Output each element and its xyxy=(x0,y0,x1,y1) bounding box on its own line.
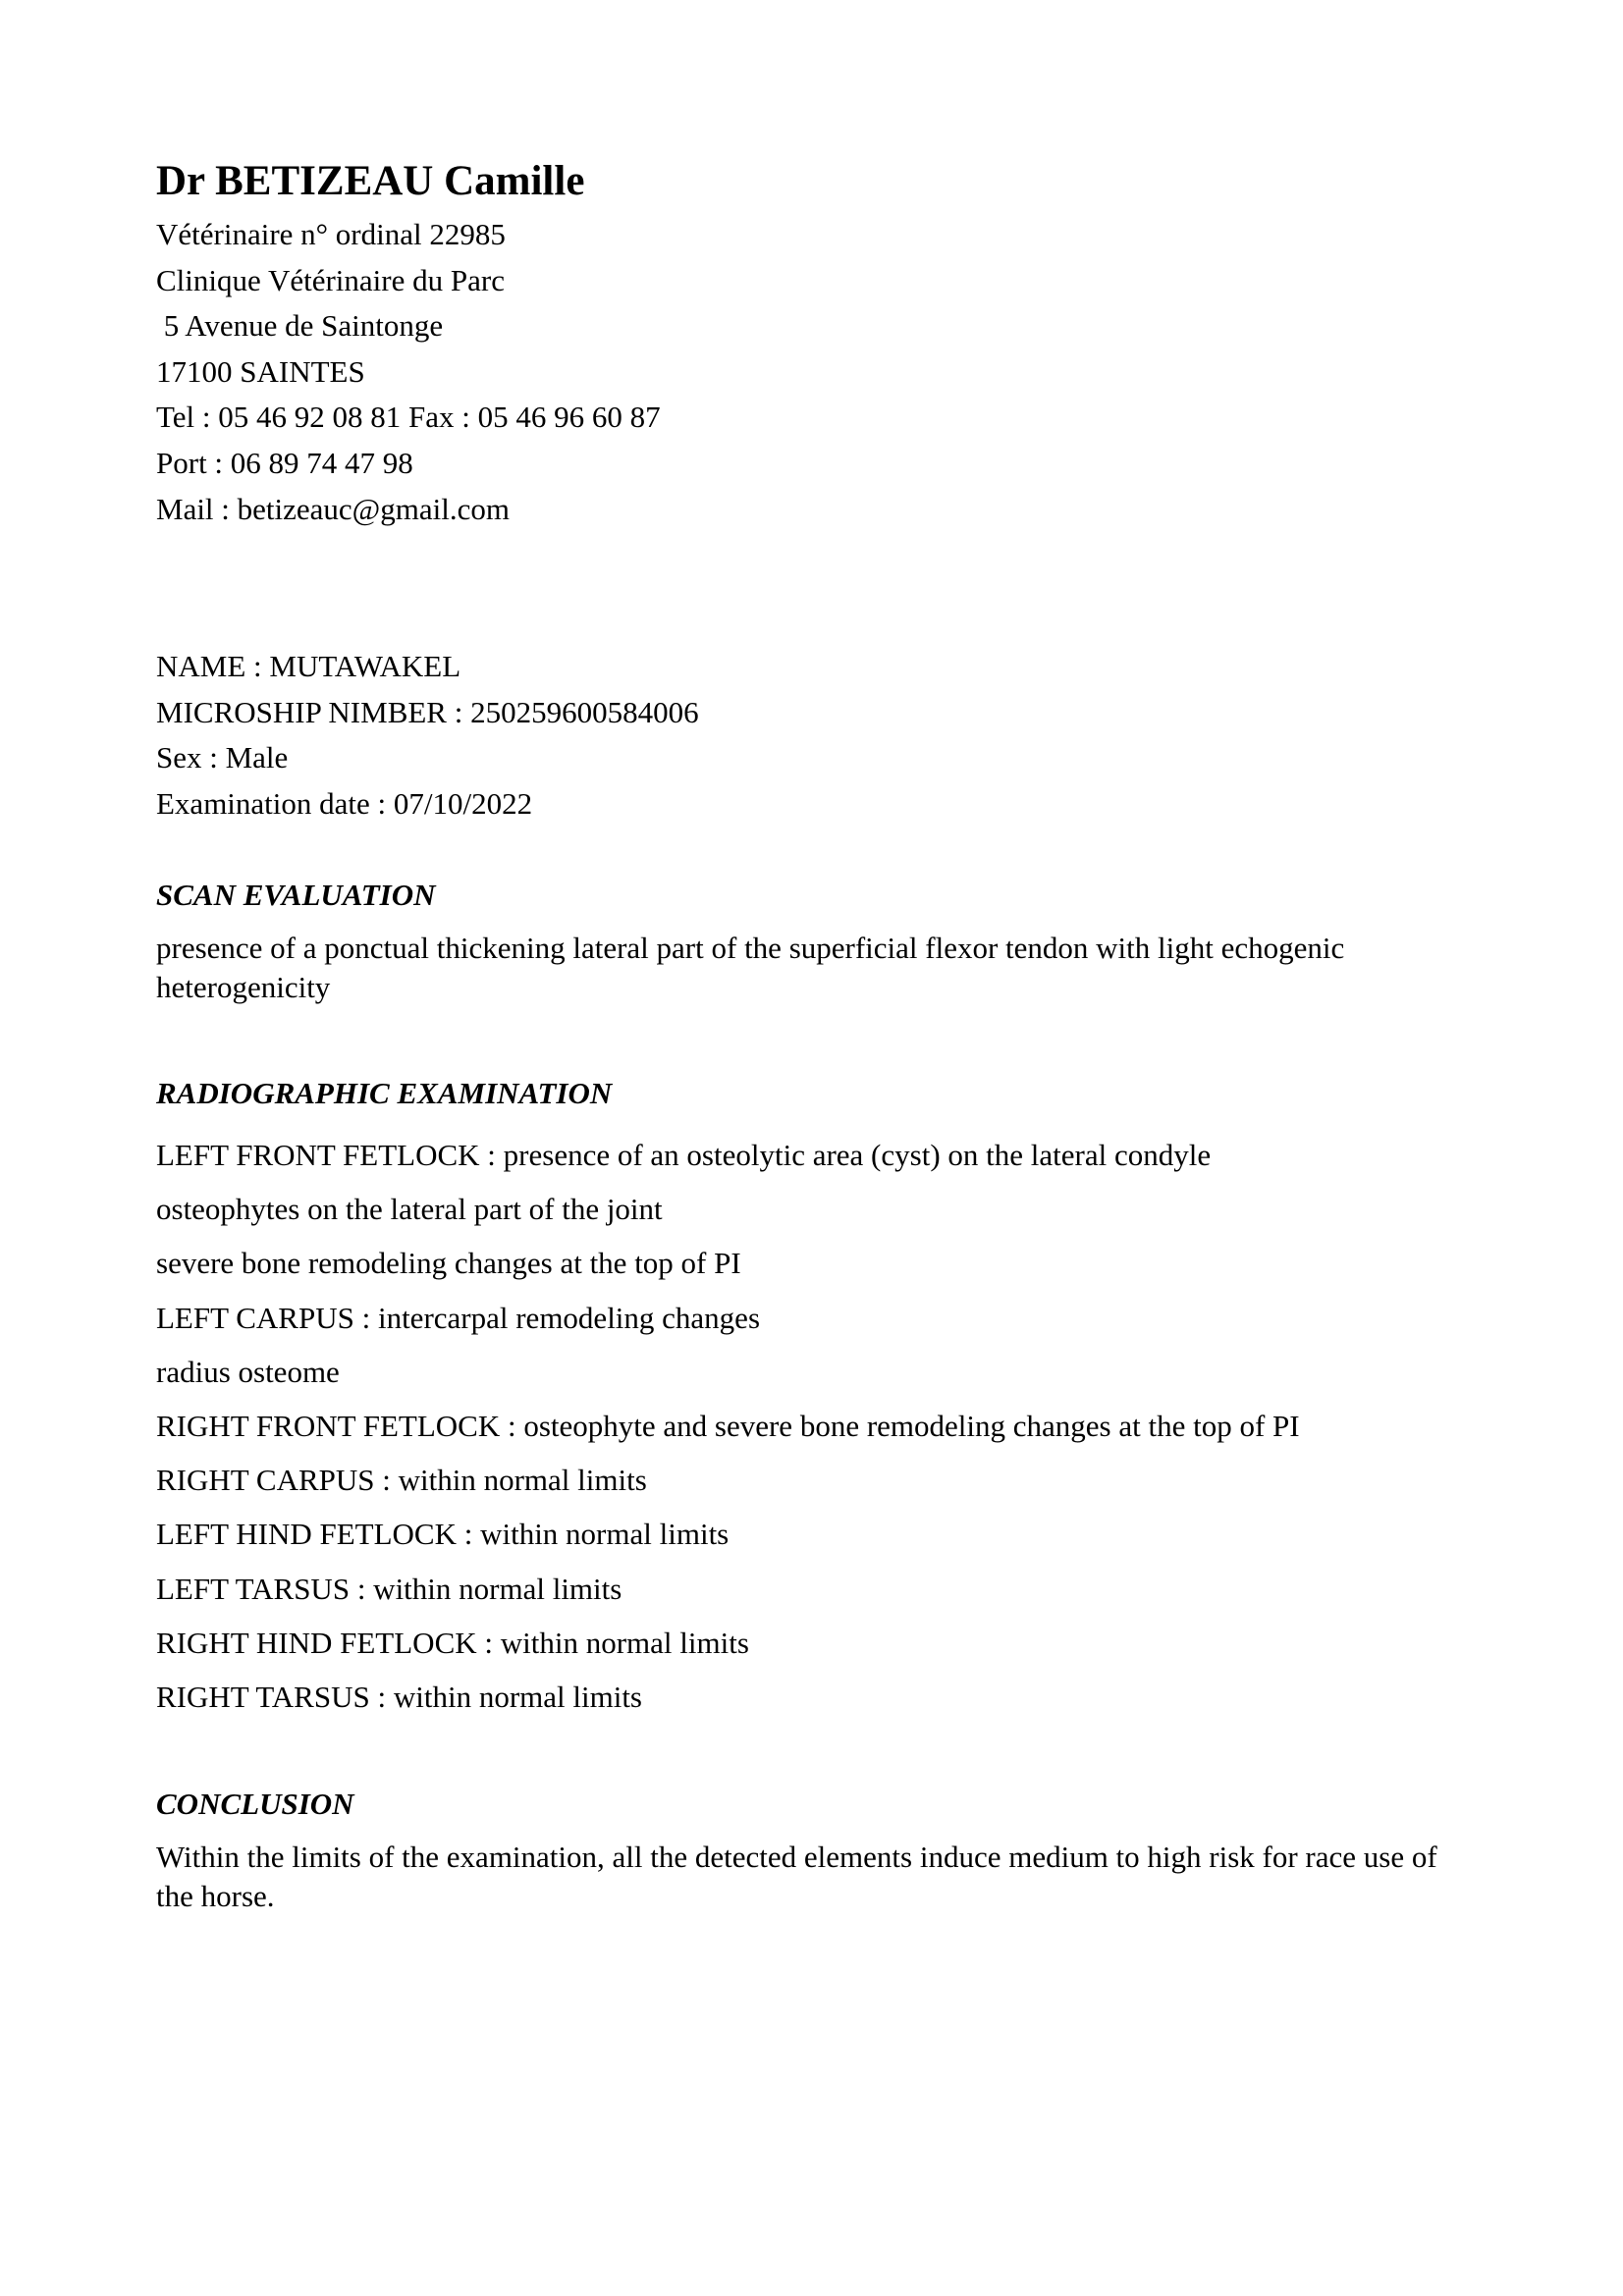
microchip-number: MICROSHIP NIMBER : 250259600584006 xyxy=(156,694,699,729)
horse-name: NAME : MUTAWAKEL xyxy=(156,649,461,683)
finding-right-front-fetlock: RIGHT FRONT FETLOCK : osteophyte and severe bone remodeling changes at the top of PI xyxy=(156,1409,1300,1444)
radiographic-findings-list xyxy=(156,1128,1300,1724)
conclusion-text: Within the limits of the examination, all the detected elements induce medium to high risk for race use of the horse. xyxy=(156,1840,1437,1913)
finding-left-tarsus: LEFT TARSUS : within normal limits xyxy=(156,1571,622,1606)
conclusion-heading: CONCLUSION xyxy=(156,1787,354,1821)
vet-mobile: Port : 06 89 74 47 98 xyxy=(156,445,413,480)
finding-line: radius osteome xyxy=(156,1354,340,1389)
finding-left-hind-fetlock: LEFT HIND FETLOCK : within normal limits xyxy=(156,1517,730,1552)
examination-date: Examination date : 07/10/2022 xyxy=(156,785,533,821)
horse-info-block xyxy=(156,644,699,827)
scan-evaluation-text: presence of a ponctual thickening lateral part of the superficial flexor tendon with light echogenic heterogenicity xyxy=(156,931,1345,1004)
clinic-name: Clinique Vétérinaire du Parc xyxy=(156,262,505,297)
finding-right-hind-fetlock: RIGHT HIND FETLOCK : within normal limits xyxy=(156,1625,749,1660)
vet-license-number: Vétérinaire n° ordinal 22985 xyxy=(156,217,506,251)
finding-line: severe bone remodeling changes at the top of PI xyxy=(156,1246,741,1281)
clinic-city: 17100 SAINTES xyxy=(156,353,365,389)
horse-sex: Sex : Male xyxy=(156,740,289,775)
vet-contact-block xyxy=(156,212,661,532)
finding-left-carpus: LEFT CARPUS : intercarpal remodeling changes xyxy=(156,1300,761,1335)
finding-left-front-fetlock: LEFT FRONT FETLOCK : presence of an osteolytic area (cyst) on the lateral condyle xyxy=(156,1138,1212,1172)
vet-email: Mail : betizeauc@gmail.com xyxy=(156,491,510,526)
finding-right-tarsus: RIGHT TARSUS : within normal limits xyxy=(156,1680,643,1715)
vet-name: Dr BETIZEAU Camille xyxy=(156,158,585,204)
scan-evaluation-heading: SCAN EVALUATION xyxy=(156,878,436,912)
radiographic-examination-heading: RADIOGRAPHIC EXAMINATION xyxy=(156,1076,613,1110)
finding-right-carpus: RIGHT CARPUS : within normal limits xyxy=(156,1463,647,1498)
clinic-phone-fax: Tel : 05 46 92 08 81 Fax : 05 46 96 60 87 xyxy=(156,400,661,435)
clinic-street: 5 Avenue de Saintonge xyxy=(156,308,444,344)
finding-line: osteophytes on the lateral part of the joint xyxy=(156,1192,663,1227)
